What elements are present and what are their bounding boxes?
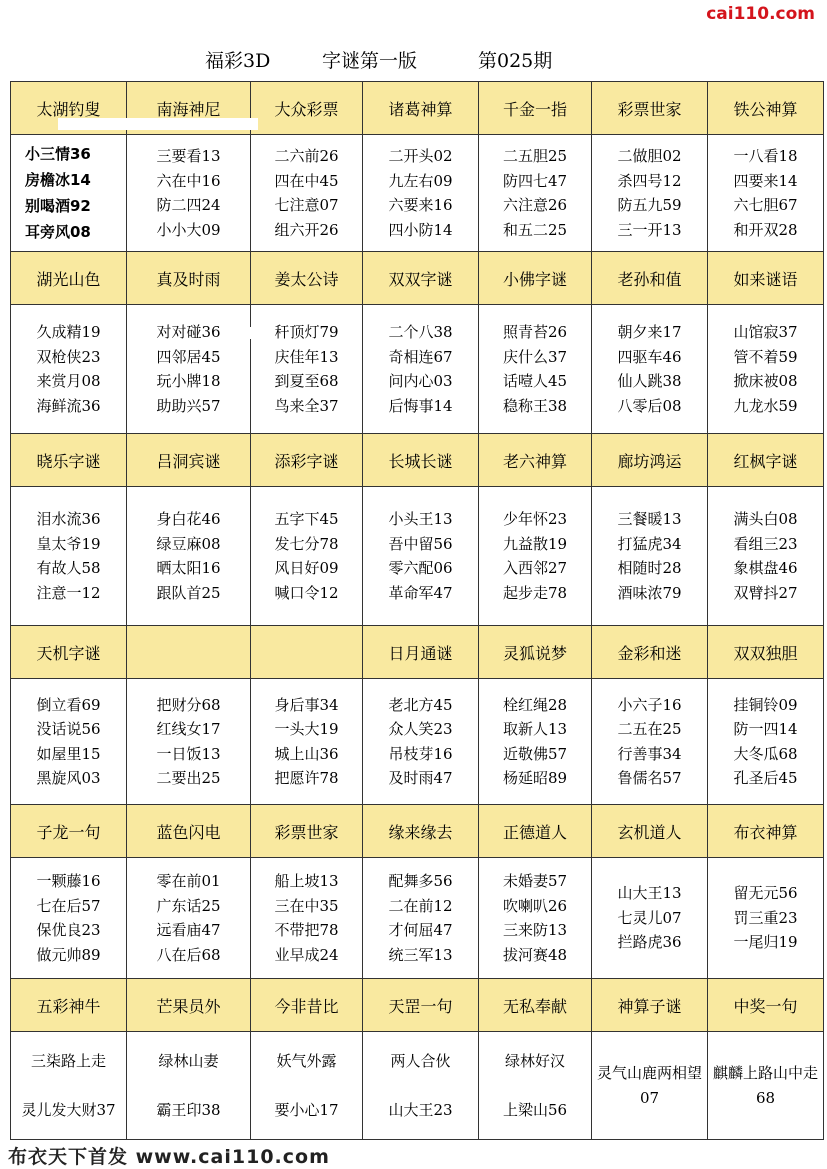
answer-line: 小三情36 (25, 145, 91, 163)
answer-cell (708, 305, 824, 434)
answer-line: 看组三23 (733, 534, 798, 553)
answer-line: 管不着59 (733, 347, 798, 366)
answer-line: 四在中45 (274, 171, 339, 190)
column-header: 今非昔比 (251, 979, 363, 1032)
column-header: 晓乐字谜 (11, 434, 127, 487)
column-header: 长城长谜 (363, 434, 479, 487)
answer-line: 二做胆02 (617, 147, 682, 165)
answer-line: 没话说56 (36, 720, 101, 738)
answer-cell (479, 487, 592, 626)
answer-cell (592, 1032, 708, 1140)
answer-line: 一头大19 (274, 720, 339, 738)
answer-line: 小头王13 (388, 510, 453, 528)
header-row (11, 805, 824, 858)
column-header: 双双字谜 (363, 252, 479, 305)
answer-line: 吊枝芽16 (388, 744, 453, 763)
column-header: 彩票世家 (592, 82, 708, 135)
answer-line: 霸王印38 (156, 1100, 221, 1119)
answer-line: 对对碰36 (156, 323, 221, 341)
answer-line: 吾中留56 (388, 534, 453, 553)
answer-line: 把愿许78 (274, 769, 339, 787)
answer-line: 皇太爷19 (36, 534, 101, 553)
answer-row (11, 1032, 824, 1140)
answer-line: 话噎人45 (502, 372, 568, 390)
answer-line: 业早成24 (274, 945, 339, 964)
answer-line: 少年怀23 (502, 510, 568, 528)
answer-cell (127, 487, 251, 626)
answer-line: 九龙水59 (733, 396, 798, 415)
answer-cell (127, 679, 251, 805)
answer-cell (363, 679, 479, 805)
answer-cell (592, 305, 708, 434)
watermark-smudge (230, 327, 260, 339)
answer-line: 未婚妻57 (502, 872, 568, 890)
answer-line: 灵儿发大财37 (21, 1100, 116, 1119)
answer-cell (251, 487, 363, 626)
answer-line: 一尾归19 (733, 933, 798, 952)
answer-line: 来赏月08 (36, 372, 101, 390)
answer-line: 二要出25 (156, 769, 221, 787)
answer-line: 拦路虎36 (617, 933, 682, 952)
answer-line: 八在后68 (156, 945, 221, 964)
column-header: 五彩神牛 (11, 979, 127, 1032)
answer-line: 注意一12 (36, 583, 101, 602)
answer-line: 配舞多56 (388, 872, 453, 890)
answer-line: 三来防13 (502, 921, 568, 939)
answer-line: 三在中35 (274, 896, 339, 915)
column-header: 神算子谜 (592, 979, 708, 1032)
answer-cell (592, 135, 708, 252)
column-header (251, 626, 363, 679)
answer-row (11, 305, 824, 434)
answer-line: 双枪侠23 (36, 347, 101, 366)
answer-line: 组六开26 (274, 220, 339, 239)
answer-line: 栓红绳28 (502, 695, 568, 714)
answer-line: 绿林山妻 (158, 1052, 219, 1070)
answer-line: 吹喇叭26 (502, 896, 568, 915)
answer-line: 挂铜铃09 (733, 695, 798, 714)
answer-line: 稳称王38 (502, 396, 568, 415)
answer-line: 近敬佛57 (502, 744, 568, 763)
column-header: 芒果员外 (127, 979, 251, 1032)
answer-line: 房檐冰14 (25, 171, 91, 189)
answer-cell (363, 305, 479, 434)
answer-line: 行善事34 (617, 744, 682, 763)
column-header: 布衣神算 (708, 805, 824, 858)
answer-line: 一颗藤16 (36, 872, 101, 890)
answer-line: 一日饭13 (156, 744, 221, 763)
answer-line: 耳旁风08 (25, 223, 91, 241)
answer-line: 三餐暖13 (617, 510, 682, 528)
column-header: 小佛字谜 (479, 252, 592, 305)
answer-line: 身后事34 (274, 695, 339, 714)
title-lottery: 福彩3D (205, 50, 271, 72)
answer-line: 留无元56 (733, 884, 798, 903)
answer-line: 三一开13 (617, 220, 682, 239)
answer-line: 如屋里15 (36, 744, 101, 763)
answer-line: 掀床被08 (733, 372, 798, 390)
answer-line: 到夏至68 (274, 372, 339, 390)
column-header: 日月通谜 (363, 626, 479, 679)
column-header: 太湖钓叟 (11, 82, 127, 135)
column-header: 如来谜语 (708, 252, 824, 305)
column-header: 南海神尼 (127, 82, 251, 135)
answer-line: 鸟来全37 (274, 396, 339, 415)
answer-line: 保优良23 (36, 921, 101, 939)
answer-line: 五字下45 (274, 510, 339, 528)
answer-cell (127, 305, 251, 434)
answer-line: 海鲜流36 (36, 396, 101, 415)
column-header: 真及时雨 (127, 252, 251, 305)
column-header: 红枫字谜 (708, 434, 824, 487)
answer-line: 四驱车46 (617, 347, 682, 366)
answer-cell (592, 858, 708, 979)
answer-line: 发七分78 (274, 534, 339, 553)
answer-line: 上梁山56 (502, 1100, 568, 1119)
answer-line: 三要看13 (156, 147, 221, 165)
header-row (11, 626, 824, 679)
answer-line: 大冬瓜68 (733, 744, 798, 763)
column-header: 铁公神算 (708, 82, 824, 135)
column-header: 缘来缘去 (363, 805, 479, 858)
answer-line: 才何屈47 (388, 921, 453, 939)
answer-line: 有故人58 (36, 559, 101, 577)
answer-cell (708, 1032, 824, 1140)
answer-cell (363, 135, 479, 252)
answer-line: 朝夕来17 (617, 323, 682, 341)
answer-line: 和开双28 (733, 220, 798, 239)
answer-line: 打猛虎34 (617, 534, 682, 553)
answer-line: 二在前12 (388, 896, 453, 915)
answer-line: 九左右09 (388, 171, 453, 190)
answer-cell (363, 1032, 479, 1140)
answer-cell (479, 135, 592, 252)
column-header: 天机字谜 (11, 626, 127, 679)
answer-line: 别喝酒92 (25, 197, 91, 215)
answer-line: 妖气外露 (276, 1052, 337, 1070)
column-header: 蓝色闪电 (127, 805, 251, 858)
answer-line: 九益散19 (502, 534, 568, 553)
answer-line: 满头白08 (733, 510, 798, 528)
column-header: 添彩字谜 (251, 434, 363, 487)
answer-line: 杀四号12 (617, 171, 682, 190)
footer-credit: 布衣天下首发 www.cai110.com (8, 1146, 330, 1168)
answer-line: 和五二25 (502, 220, 568, 239)
title-issue: 第025期 (478, 50, 553, 72)
column-header: 中奖一句 (708, 979, 824, 1032)
answer-line: 防四七47 (502, 171, 568, 190)
site-logo-text: cai110.com (706, 4, 815, 24)
answer-line: 零在前01 (156, 872, 221, 890)
answer-line: 不带把78 (274, 921, 339, 939)
answer-line: 泪水流36 (36, 510, 101, 528)
answer-cell (708, 858, 824, 979)
column-header: 天罡一句 (363, 979, 479, 1032)
answer-line: 六注意26 (502, 196, 568, 214)
answer-cell (592, 679, 708, 805)
answer-line: 山大王13 (617, 884, 682, 903)
riddle-grid (10, 81, 824, 1140)
answer-line: 罚三重23 (733, 908, 798, 927)
answer-line: 仙人跳38 (617, 372, 682, 390)
answer-line: 绿豆麻08 (156, 534, 221, 553)
answer-line: 取新人13 (502, 720, 568, 738)
answer-line: 久成精19 (36, 323, 101, 341)
answer-line: 防一四14 (733, 720, 798, 738)
answer-line: 七在后57 (36, 896, 101, 915)
answer-cell (479, 679, 592, 805)
answer-line: 防五九59 (617, 196, 682, 214)
answer-line: 小六子16 (617, 695, 682, 714)
answer-cell (363, 487, 479, 626)
answer-line: 麒麟上路山中走68 (712, 1064, 818, 1107)
answer-line: 及时雨47 (388, 769, 453, 787)
answer-line: 六七胆67 (733, 196, 798, 214)
answer-line: 要小心17 (274, 1100, 339, 1119)
answer-line: 身白花46 (156, 510, 221, 528)
answer-cell (11, 487, 127, 626)
column-header: 老孙和值 (592, 252, 708, 305)
column-header: 玄机道人 (592, 805, 708, 858)
answer-line: 六在中16 (156, 171, 221, 190)
column-header: 廊坊鸿运 (592, 434, 708, 487)
answer-line: 二六前26 (274, 147, 339, 165)
answer-line: 相随时28 (617, 559, 682, 577)
header-row (11, 252, 824, 305)
column-header: 金彩和迷 (592, 626, 708, 679)
answer-cell (11, 135, 127, 252)
column-header: 千金一指 (479, 82, 592, 135)
answer-line: 鲁儒名57 (617, 769, 682, 787)
column-header: 彩票世家 (251, 805, 363, 858)
answer-line: 船上坡13 (274, 872, 339, 890)
answer-line: 二五在25 (617, 720, 682, 738)
answer-cell (127, 135, 251, 252)
answer-line: 七注意07 (274, 196, 339, 214)
answer-cell (708, 135, 824, 252)
answer-line: 拔河赛48 (502, 945, 568, 964)
answer-line: 三柒路上走 (30, 1052, 106, 1070)
answer-line: 奇相连67 (388, 347, 453, 366)
answer-line: 零六配06 (388, 559, 453, 577)
answer-cell (251, 305, 363, 434)
answer-line: 城上山36 (274, 744, 339, 763)
answer-line: 象棋盘46 (733, 559, 798, 577)
answer-cell (251, 135, 363, 252)
answer-line: 问内心03 (388, 372, 453, 390)
answer-line: 庆什么37 (502, 347, 568, 366)
answer-line: 助助兴57 (156, 396, 221, 415)
column-header: 灵狐说梦 (479, 626, 592, 679)
answer-cell (708, 487, 824, 626)
column-header: 老六神算 (479, 434, 592, 487)
answer-cell (479, 1032, 592, 1140)
answer-line: 孔圣后45 (733, 769, 798, 787)
answer-cell (251, 858, 363, 979)
answer-line: 起步走78 (502, 583, 568, 602)
answer-line: 入西邻27 (502, 559, 568, 577)
answer-line: 双臂抖27 (733, 583, 798, 602)
answer-row (11, 679, 824, 805)
answer-line: 风日好09 (274, 559, 339, 577)
answer-line: 喊口令12 (274, 583, 339, 602)
answer-cell (251, 1032, 363, 1140)
answer-line: 四邻居45 (156, 347, 221, 366)
answer-line: 秆顶灯79 (274, 323, 339, 341)
answer-line: 照青苔26 (502, 323, 568, 341)
column-header: 子龙一句 (11, 805, 127, 858)
answer-line: 革命军47 (388, 583, 453, 602)
answer-line: 六要来16 (388, 196, 453, 214)
column-header: 大众彩票 (251, 82, 363, 135)
column-header: 诸葛神算 (363, 82, 479, 135)
answer-line: 把财分68 (156, 695, 221, 714)
header-row (11, 979, 824, 1032)
column-header: 双双独胆 (708, 626, 824, 679)
answer-line: 黑旋风03 (36, 769, 101, 787)
header-row (11, 434, 824, 487)
answer-line: 酒味浓79 (617, 583, 682, 602)
answer-line: 二个八38 (388, 323, 453, 341)
answer-cell (127, 858, 251, 979)
answer-line: 二开头02 (388, 147, 453, 165)
answer-line: 两人合伙 (390, 1052, 451, 1070)
answer-cell (251, 679, 363, 805)
column-header (127, 626, 251, 679)
answer-line: 老北方45 (388, 695, 453, 714)
answer-cell (11, 1032, 127, 1140)
answer-line: 远看庙47 (156, 921, 221, 939)
answer-line: 做元帅89 (36, 945, 101, 964)
answer-row (11, 858, 824, 979)
answer-cell (479, 305, 592, 434)
answer-line: 山大王23 (388, 1100, 453, 1119)
answer-cell (479, 858, 592, 979)
answer-line: 防二四24 (156, 196, 221, 214)
column-header: 正德道人 (479, 805, 592, 858)
answer-line: 八零后08 (617, 396, 682, 415)
answer-cell (11, 305, 127, 434)
answer-cell (11, 858, 127, 979)
answer-line: 玩小牌18 (156, 372, 221, 390)
answer-row (11, 135, 824, 252)
answer-cell (592, 487, 708, 626)
answer-line: 七灵儿07 (617, 908, 682, 927)
answer-line: 跟队首25 (156, 583, 221, 602)
column-header: 无私奉献 (479, 979, 592, 1032)
answer-line: 庆佳年13 (274, 347, 339, 366)
title-edition: 字谜第一版 (322, 50, 418, 72)
answer-line: 统三军13 (388, 945, 453, 964)
answer-line: 倒立看69 (36, 695, 101, 714)
answer-line: 后悔事14 (388, 396, 453, 415)
answer-line: 众人笑23 (388, 720, 453, 738)
column-header: 吕洞宾谜 (127, 434, 251, 487)
answer-line: 灵气山鹿两相望07 (596, 1064, 702, 1107)
answer-row (11, 487, 824, 626)
column-header: 湖光山色 (11, 252, 127, 305)
answer-line: 山馆寂37 (733, 323, 798, 341)
watermark-smudge (58, 118, 258, 130)
answer-line: 晒太阳16 (156, 559, 221, 577)
answer-line: 二五胆25 (502, 147, 568, 165)
answer-line: 四小防14 (388, 220, 453, 239)
answer-line: 四要来14 (733, 171, 798, 190)
page-title (0, 46, 827, 76)
answer-cell (708, 679, 824, 805)
column-header: 姜太公诗 (251, 252, 363, 305)
answer-cell (127, 1032, 251, 1140)
answer-line: 杨延昭89 (502, 769, 568, 787)
answer-cell (11, 679, 127, 805)
answer-line: 小小大09 (156, 220, 221, 239)
answer-line: 一八看18 (733, 147, 798, 165)
answer-line: 红线女17 (156, 720, 221, 738)
answer-line: 绿林好汉 (504, 1052, 565, 1070)
answer-line: 广东话25 (156, 896, 221, 915)
answer-cell (363, 858, 479, 979)
